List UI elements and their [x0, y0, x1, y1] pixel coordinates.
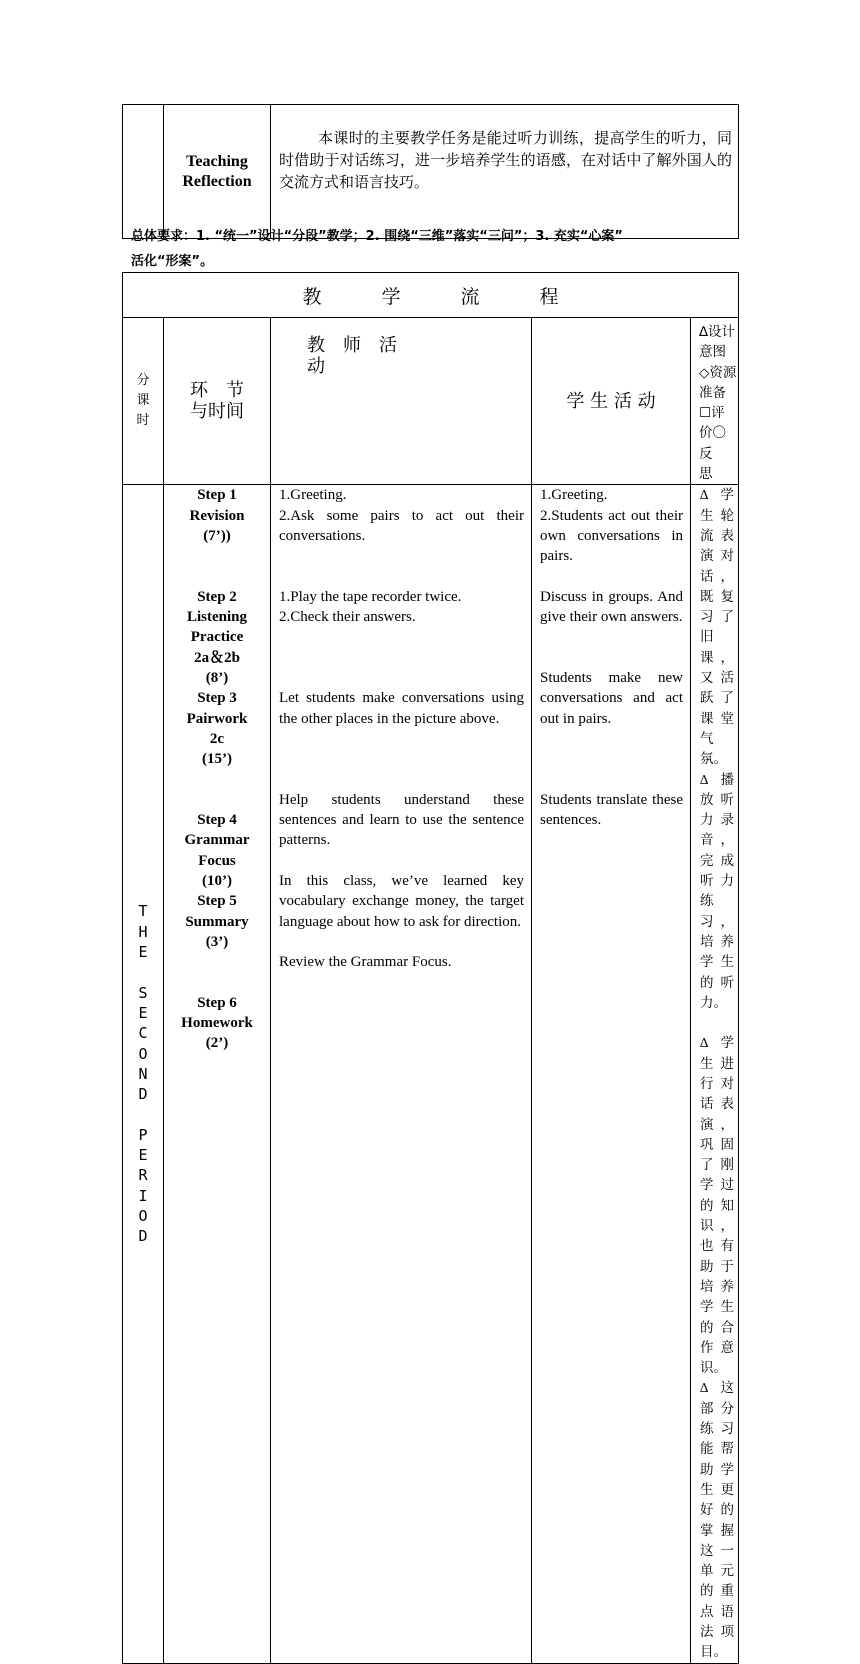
- teacher-activity-2: 1.Play the tape recorder twice. 2.Check their answers.: [279, 588, 462, 626]
- teacher-spacer-3: [279, 729, 524, 790]
- student-spacer-2: [540, 627, 683, 668]
- flow-title: 教学流程: [123, 273, 739, 318]
- teacher-spacer-4: [279, 851, 524, 871]
- design-spacer: [700, 1013, 734, 1033]
- requirement-line1: 总体要求：1. “统一”设计“分段”教学；2. 围绕“三维”落实“三问”；3. 充实“心案”: [131, 229, 623, 244]
- student-activity-cell: [532, 485, 691, 1663]
- reflection-label-line2: Reflection: [182, 172, 252, 190]
- reflection-text: 本课时的主要教学任务是能过听力训练，提高学生的听力，同时借助于对话练习，进一步培养学生的语感，在对话中了解外国人的交流方式和语言技巧。: [279, 129, 732, 191]
- student-activity-3: Students make new conversations and act out in pairs.: [540, 670, 683, 727]
- design-intent-cell: [691, 485, 739, 1663]
- design-intent-1: ∆学生轮流表演对话，既复习了旧课，又活跃了课堂气氛。: [700, 487, 734, 767]
- steps-cell: [164, 485, 271, 1663]
- student-activity-2: Discuss in groups. And give their own answers.: [540, 588, 683, 626]
- teacher-activity-cell: [271, 485, 532, 1663]
- requirement-line2: 活化“形案”。: [131, 254, 214, 269]
- design-intent-4: ∆这部分练习能帮助学生更好的掌握这一单元的重点语法项目。: [700, 1380, 734, 1660]
- student-activity-4: Students translate these sentences.: [540, 791, 683, 829]
- design-intent-2: ∆播放听力录音，完成听力练习，培养学生的听力。: [700, 771, 734, 1010]
- teacher-spacer-1: [279, 546, 524, 587]
- header-student: 学 生 活 动: [532, 318, 691, 485]
- reflection-text-cell: [271, 105, 739, 239]
- student-spacer-3: [540, 729, 683, 790]
- teacher-activity-5: In this class, we’ve learned key vocabulary exchange money, the target language about how to ask for direction.: [279, 873, 524, 930]
- student-activity-1: 1.Greeting. 2.Students act out their own conversations in pairs.: [540, 487, 683, 565]
- reflection-empty-cell: [123, 105, 164, 239]
- header-stage: 环 节 与时间: [164, 318, 271, 485]
- reflection-label-line1: Teaching: [186, 152, 248, 170]
- teacher-activity-4: Help students understand these sentences and learn to use the sentence patterns.: [279, 791, 524, 849]
- teacher-activity-6: Review the Grammar Focus.: [279, 954, 452, 971]
- header-teacher: 教 师 活 动: [271, 318, 532, 485]
- period-cell: [123, 485, 164, 1663]
- teaching-flow-table: [122, 272, 739, 1664]
- student-spacer-1: [540, 567, 683, 587]
- design-intent-3: ∆学生进行对话表演，巩固了刚学过的知识，也有助于培养学生的合作意识。: [700, 1035, 734, 1376]
- header-design: ∆设计意图 ◇资源准备 ☐评价〇反 思: [691, 318, 739, 485]
- period-label: T H E S E C O N D P E R I O D: [138, 902, 148, 1246]
- teacher-spacer-2: [279, 627, 524, 688]
- header-period: 分 课 时: [123, 318, 164, 485]
- general-requirement: [131, 224, 743, 274]
- teacher-activity-1: 1.Greeting. 2.Ask some pairs to act out their conversations.: [279, 487, 524, 544]
- teacher-spacer-5: [279, 932, 524, 952]
- steps-list: Step 1 Revision (7’)) Step 2 Listening Practice 2a＆2b (8’) Step 3 Pairwork 2c (15’) Step 4 Grammar Focus (10’) Step 5 Summary (3’) Step 6 Homework (2’): [181, 487, 253, 1052]
- reflection-label-cell: [164, 105, 271, 239]
- teacher-activity-3: Let students make conversations using the other places in the picture above.: [279, 690, 524, 727]
- reflection-table: [122, 104, 739, 239]
